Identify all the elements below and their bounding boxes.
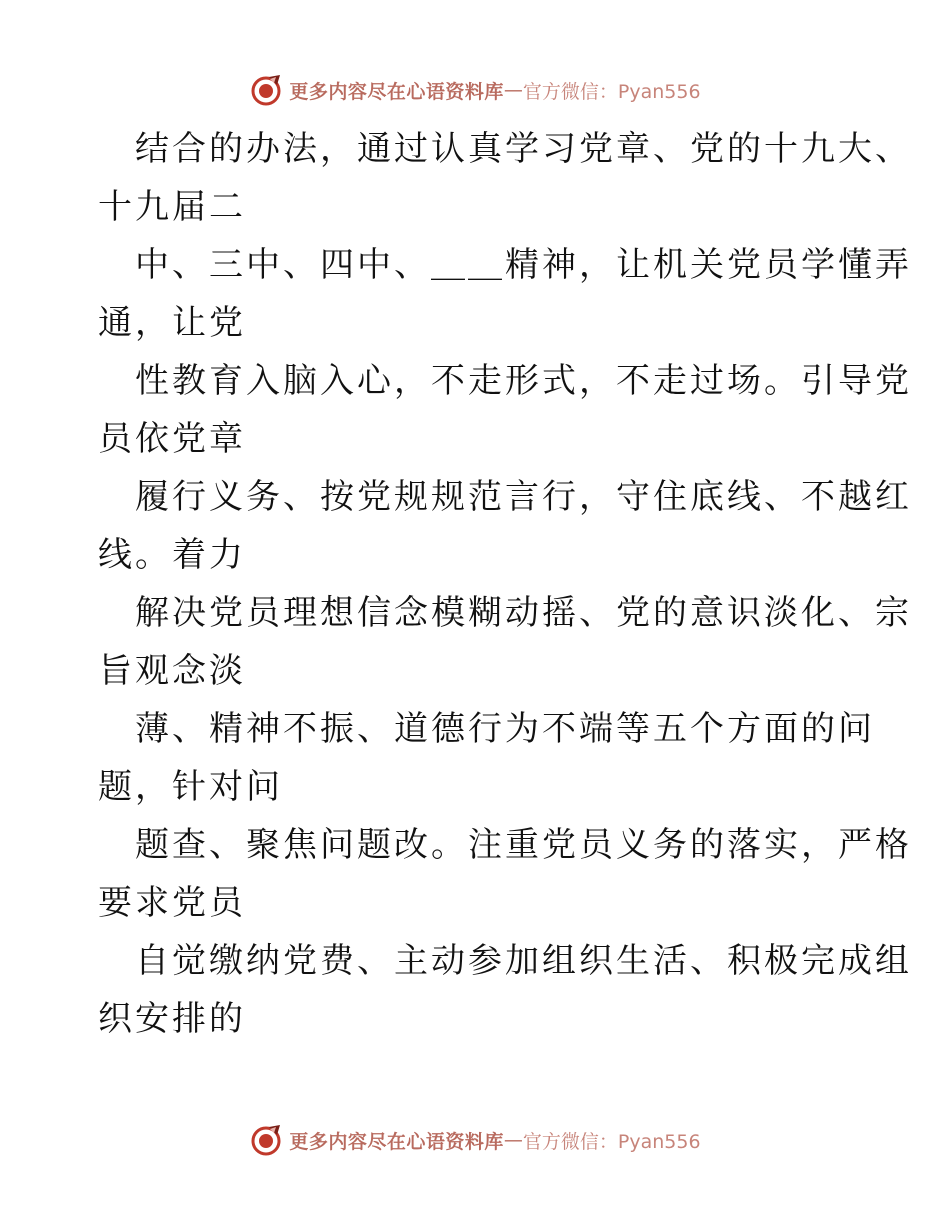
body-line: 履行义务、按党规规范言行，守住底线、不越红 [135, 477, 912, 517]
body-line: 题，针对问 [98, 767, 283, 807]
body-line: 旨观念淡 [98, 651, 246, 691]
footer-banner-separator: — [503, 1129, 523, 1151]
footer-banner [0, 1120, 950, 1160]
document-body [98, 120, 912, 1048]
body-line: 中、三中、四中、＿＿精神，让机关党员学懂弄 [135, 245, 912, 285]
header-banner [0, 70, 950, 110]
pen-logo-icon [249, 73, 283, 107]
header-banner-separator: — [503, 79, 523, 101]
body-line: 员依党章 [98, 419, 246, 459]
body-line: 薄、精神不振、道德行为不端等五个方面的问 [135, 709, 875, 749]
body-line: 织安排的 [98, 999, 246, 1039]
pen-logo-icon [249, 1123, 283, 1157]
body-line: 线。着力 [98, 535, 246, 575]
body-line: 解决党员理想信念模糊动摇、党的意识淡化、宗 [135, 593, 912, 633]
body-line: 性教育入脑入心，不走形式，不走过场。引导党 [135, 361, 912, 401]
body-line: 题查、聚焦问题改。注重党员义务的落实，严格 [135, 825, 912, 865]
header-banner-wechat: 官方微信：Pyan556 [522, 80, 701, 103]
body-line: 要求党员 [98, 883, 246, 923]
header-banner-text: 更多内容尽在心语资料库 [289, 80, 504, 103]
body-line: 结合的办法，通过认真学习党章、党的十九大、 [135, 129, 912, 169]
footer-banner-wechat: 官方微信：Pyan556 [522, 1130, 701, 1153]
body-line: 十九届二 [98, 187, 246, 227]
body-line: 通，让党 [98, 303, 246, 343]
footer-banner-text: 更多内容尽在心语资料库 [289, 1130, 504, 1153]
body-line: 自觉缴纳党费、主动参加组织生活、积极完成组 [135, 941, 912, 981]
